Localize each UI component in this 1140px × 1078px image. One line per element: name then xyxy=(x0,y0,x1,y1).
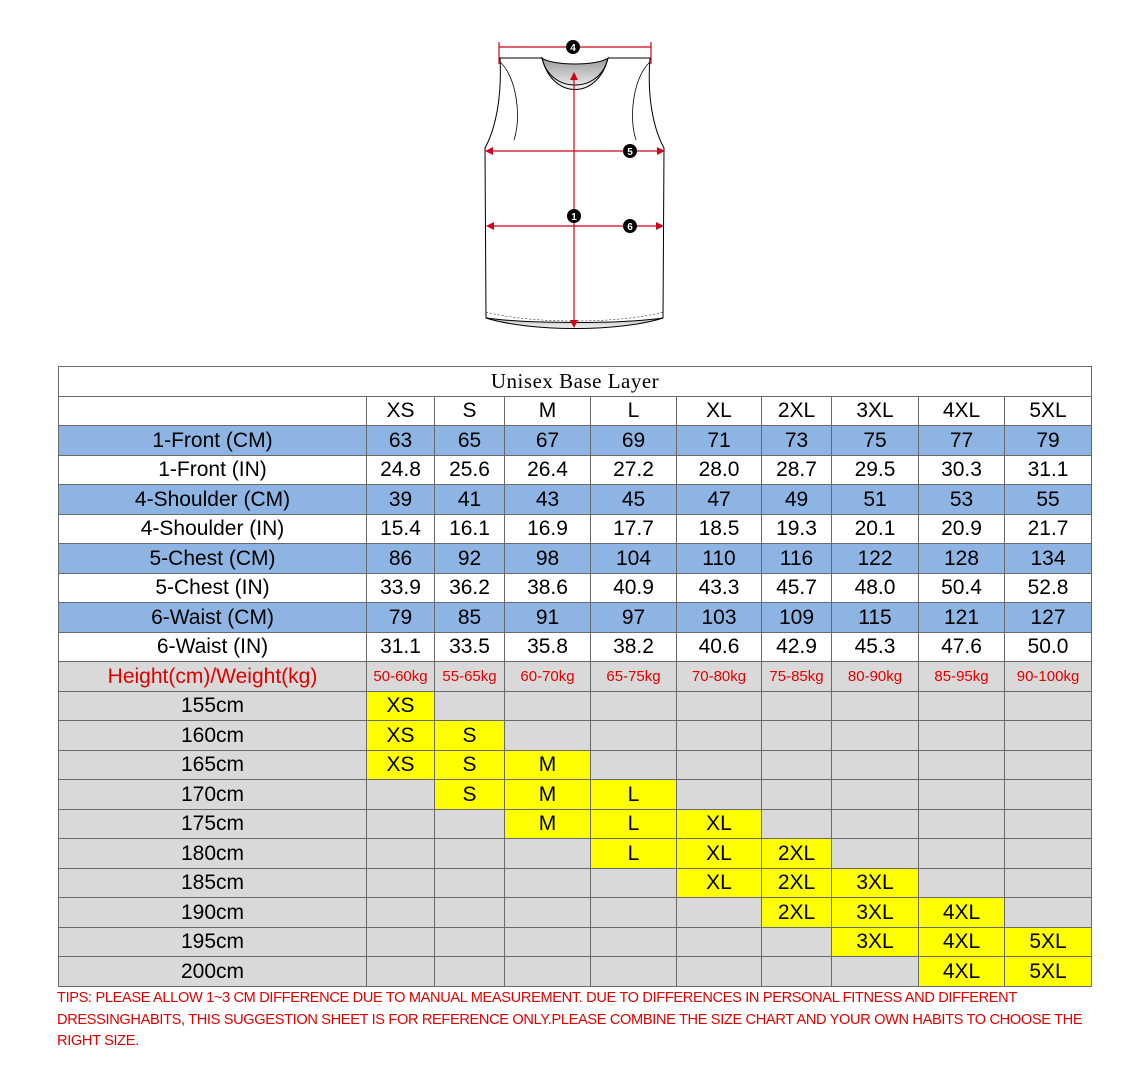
empty-size-cell xyxy=(832,691,919,721)
measurement-value: 69 xyxy=(591,426,677,456)
measurement-value: 25.6 xyxy=(435,455,505,485)
measurement-label: 5-Chest (CM) xyxy=(59,544,367,574)
empty-size-cell xyxy=(1005,721,1092,751)
empty-size-cell xyxy=(505,868,591,898)
measurement-value: 52.8 xyxy=(1005,573,1092,603)
height-row xyxy=(59,691,1092,721)
empty-size-cell xyxy=(677,691,762,721)
weight-range-cell: 90-100kg xyxy=(1005,662,1092,692)
measurement-value: 30.3 xyxy=(919,455,1005,485)
marker-6-label: 6 xyxy=(627,222,633,233)
size-header-cell: 2XL xyxy=(762,396,832,426)
measurement-row xyxy=(59,603,1092,633)
empty-size-cell xyxy=(435,957,505,987)
recommended-size-cell: XS xyxy=(367,691,435,721)
height-row xyxy=(59,780,1092,810)
measurement-value: 35.8 xyxy=(505,632,591,662)
size-header-cell: 3XL xyxy=(832,396,919,426)
empty-size-cell xyxy=(591,898,677,928)
measurement-value: 47.6 xyxy=(919,632,1005,662)
measurement-value: 29.5 xyxy=(832,455,919,485)
empty-size-cell xyxy=(367,927,435,957)
measurement-value: 103 xyxy=(677,603,762,633)
measurement-label: 1-Front (CM) xyxy=(59,426,367,456)
tips-note: TIPS: PLEASE ALLOW 1~3 CM DIFFERENCE DUE TO MANUAL MEASUREMENT. DUE TO DIFFERENCES IN PERSONAL FITNESS AND DIFFERENT DRESSINGHABITS, THIS SUGGESTION SHEET IS FOR REFERENCE ONLY.PLEASE COMBINE THE SIZE CHART AND YOUR OWN HABITS TO CHOOSE THE RIGHT SIZE. xyxy=(57,990,1083,1050)
empty-size-cell xyxy=(367,898,435,928)
measurement-value: 16.9 xyxy=(505,514,591,544)
measurement-value: 115 xyxy=(832,603,919,633)
measurement-value: 41 xyxy=(435,485,505,515)
weight-range-cell: 75-85kg xyxy=(762,662,832,692)
empty-size-cell xyxy=(505,691,591,721)
empty-size-cell xyxy=(762,809,832,839)
measurement-value: 47 xyxy=(677,485,762,515)
size-header-cell: S xyxy=(435,396,505,426)
empty-size-cell xyxy=(677,898,762,928)
weight-range-cell: 50-60kg xyxy=(367,662,435,692)
measurement-value: 109 xyxy=(762,603,832,633)
marker-4 xyxy=(566,40,580,54)
measurement-value: 43.3 xyxy=(677,573,762,603)
measurement-value: 38.2 xyxy=(591,632,677,662)
measurement-label: 4-Shoulder (IN) xyxy=(59,514,367,544)
measurement-row xyxy=(59,426,1092,456)
measurement-value: 104 xyxy=(591,544,677,574)
empty-size-cell xyxy=(677,957,762,987)
empty-size-cell xyxy=(762,780,832,810)
height-row xyxy=(59,750,1092,780)
measurement-value: 48.0 xyxy=(832,573,919,603)
empty-size-cell xyxy=(677,750,762,780)
height-row xyxy=(59,898,1092,928)
measurement-value: 67 xyxy=(505,426,591,456)
measurement-value: 33.5 xyxy=(435,632,505,662)
recommended-size-cell: 2XL xyxy=(762,898,832,928)
height-weight-label: Height(cm)/Weight(kg) xyxy=(59,662,367,692)
empty-size-cell xyxy=(435,809,505,839)
measurement-value: 24.8 xyxy=(367,455,435,485)
measurement-value: 77 xyxy=(919,426,1005,456)
size-header-corner xyxy=(59,396,367,426)
measurement-value: 134 xyxy=(1005,544,1092,574)
empty-size-cell xyxy=(591,750,677,780)
measurement-value: 20.9 xyxy=(919,514,1005,544)
measurement-value: 45.7 xyxy=(762,573,832,603)
empty-size-cell xyxy=(505,839,591,869)
empty-size-cell xyxy=(505,721,591,751)
empty-size-cell xyxy=(832,750,919,780)
measurement-value: 49 xyxy=(762,485,832,515)
size-header-cell: 5XL xyxy=(1005,396,1092,426)
size-header-cell: M xyxy=(505,396,591,426)
measurement-value: 97 xyxy=(591,603,677,633)
recommended-size-cell: 2XL xyxy=(762,868,832,898)
weight-range-cell: 55-65kg xyxy=(435,662,505,692)
measurement-row xyxy=(59,573,1092,603)
table-title: Unisex Base Layer xyxy=(59,367,1092,397)
recommended-size-cell: S xyxy=(435,750,505,780)
measurement-value: 79 xyxy=(1005,426,1092,456)
title-row xyxy=(59,367,1092,397)
measurement-value: 19.3 xyxy=(762,514,832,544)
height-row xyxy=(59,839,1092,869)
measurement-value: 28.0 xyxy=(677,455,762,485)
height-row xyxy=(59,721,1092,751)
empty-size-cell xyxy=(435,927,505,957)
empty-size-cell xyxy=(762,927,832,957)
empty-size-cell xyxy=(677,721,762,751)
recommended-size-cell: L xyxy=(591,809,677,839)
measurement-value: 128 xyxy=(919,544,1005,574)
measurement-value: 63 xyxy=(367,426,435,456)
measurement-row xyxy=(59,485,1092,515)
measurement-value: 40.9 xyxy=(591,573,677,603)
tank-top-diagram xyxy=(470,36,680,336)
empty-size-cell xyxy=(919,868,1005,898)
measurement-value: 16.1 xyxy=(435,514,505,544)
empty-size-cell xyxy=(832,780,919,810)
empty-size-cell xyxy=(919,721,1005,751)
measurement-value: 40.6 xyxy=(677,632,762,662)
measurement-value: 79 xyxy=(367,603,435,633)
measurement-value: 50.0 xyxy=(1005,632,1092,662)
height-label: 185cm xyxy=(59,868,367,898)
height-label: 190cm xyxy=(59,898,367,928)
measurement-value: 15.4 xyxy=(367,514,435,544)
recommended-size-cell: M xyxy=(505,750,591,780)
marker-1 xyxy=(567,209,581,223)
measurement-value: 91 xyxy=(505,603,591,633)
recommended-size-cell: M xyxy=(505,780,591,810)
empty-size-cell xyxy=(435,839,505,869)
weight-range-cell: 60-70kg xyxy=(505,662,591,692)
empty-size-cell xyxy=(832,809,919,839)
recommended-size-cell: L xyxy=(591,780,677,810)
measurement-value: 122 xyxy=(832,544,919,574)
measurement-value: 73 xyxy=(762,426,832,456)
marker-5 xyxy=(623,144,637,158)
measurement-value: 26.4 xyxy=(505,455,591,485)
weight-range-cell: 85-95kg xyxy=(919,662,1005,692)
empty-size-cell xyxy=(677,927,762,957)
empty-size-cell xyxy=(832,839,919,869)
measurement-value: 36.2 xyxy=(435,573,505,603)
height-label: 155cm xyxy=(59,691,367,721)
empty-size-cell xyxy=(505,957,591,987)
recommended-size-cell: XL xyxy=(677,809,762,839)
measurement-label: 5-Chest (IN) xyxy=(59,573,367,603)
empty-size-cell xyxy=(1005,691,1092,721)
empty-size-cell xyxy=(1005,868,1092,898)
recommended-size-cell: 4XL xyxy=(919,898,1005,928)
marker-5-label: 5 xyxy=(627,147,633,158)
empty-size-cell xyxy=(919,691,1005,721)
empty-size-cell xyxy=(367,839,435,869)
measurement-label: 6-Waist (CM) xyxy=(59,603,367,633)
measurement-value: 71 xyxy=(677,426,762,456)
recommended-size-cell: S xyxy=(435,780,505,810)
measurement-value: 33.9 xyxy=(367,573,435,603)
empty-size-cell xyxy=(591,868,677,898)
empty-size-cell xyxy=(762,721,832,751)
empty-size-cell xyxy=(435,691,505,721)
recommended-size-cell: 5XL xyxy=(1005,927,1092,957)
measurement-value: 45.3 xyxy=(832,632,919,662)
height-row xyxy=(59,927,1092,957)
size-header-cell: XL xyxy=(677,396,762,426)
measurement-value: 17.7 xyxy=(591,514,677,544)
height-label: 195cm xyxy=(59,927,367,957)
empty-size-cell xyxy=(762,957,832,987)
empty-size-cell xyxy=(435,898,505,928)
measurement-value: 85 xyxy=(435,603,505,633)
recommended-size-cell: 4XL xyxy=(919,957,1005,987)
measurement-value: 20.1 xyxy=(832,514,919,544)
empty-size-cell xyxy=(677,780,762,810)
recommended-size-cell: XS xyxy=(367,750,435,780)
measurement-value: 21.7 xyxy=(1005,514,1092,544)
measurement-value: 65 xyxy=(435,426,505,456)
weight-range-cell: 70-80kg xyxy=(677,662,762,692)
empty-size-cell xyxy=(591,721,677,751)
measurement-value: 45 xyxy=(591,485,677,515)
empty-size-cell xyxy=(367,868,435,898)
empty-size-cell xyxy=(762,691,832,721)
measurement-value: 92 xyxy=(435,544,505,574)
empty-size-cell xyxy=(367,957,435,987)
measurement-row xyxy=(59,632,1092,662)
empty-size-cell xyxy=(1005,839,1092,869)
empty-size-cell xyxy=(919,839,1005,869)
measurement-value: 75 xyxy=(832,426,919,456)
measurement-row xyxy=(59,544,1092,574)
marker-6 xyxy=(623,219,637,233)
size-chart-table xyxy=(58,366,1092,987)
weight-range-cell: 80-90kg xyxy=(832,662,919,692)
recommended-size-cell: 3XL xyxy=(832,927,919,957)
size-header-cell: XS xyxy=(367,396,435,426)
empty-size-cell xyxy=(505,898,591,928)
empty-size-cell xyxy=(591,957,677,987)
empty-size-cell xyxy=(919,780,1005,810)
recommended-size-cell: 3XL xyxy=(832,868,919,898)
marker-1-label: 1 xyxy=(571,212,577,223)
height-weight-header-row xyxy=(59,662,1092,692)
height-label: 170cm xyxy=(59,780,367,810)
measurement-value: 116 xyxy=(762,544,832,574)
measurement-value: 28.7 xyxy=(762,455,832,485)
measurement-value: 51 xyxy=(832,485,919,515)
recommended-size-cell: XL xyxy=(677,868,762,898)
measurement-value: 31.1 xyxy=(367,632,435,662)
measurement-value: 42.9 xyxy=(762,632,832,662)
measurement-label: 1-Front (IN) xyxy=(59,455,367,485)
empty-size-cell xyxy=(1005,898,1092,928)
size-header-cell: L xyxy=(591,396,677,426)
recommended-size-cell: 2XL xyxy=(762,839,832,869)
measurement-value: 50.4 xyxy=(919,573,1005,603)
measurement-value: 55 xyxy=(1005,485,1092,515)
height-label: 180cm xyxy=(59,839,367,869)
size-header-cell: 4XL xyxy=(919,396,1005,426)
measurement-value: 31.1 xyxy=(1005,455,1092,485)
recommended-size-cell: 3XL xyxy=(832,898,919,928)
empty-size-cell xyxy=(1005,750,1092,780)
empty-size-cell xyxy=(505,927,591,957)
measurement-label: 6-Waist (IN) xyxy=(59,632,367,662)
recommended-size-cell: S xyxy=(435,721,505,751)
height-label: 165cm xyxy=(59,750,367,780)
empty-size-cell xyxy=(832,957,919,987)
measurement-value: 98 xyxy=(505,544,591,574)
recommended-size-cell: M xyxy=(505,809,591,839)
measurement-label: 4-Shoulder (CM) xyxy=(59,485,367,515)
empty-size-cell xyxy=(1005,780,1092,810)
marker-4-label: 4 xyxy=(570,43,576,54)
empty-size-cell xyxy=(832,721,919,751)
height-label: 200cm xyxy=(59,957,367,987)
measurement-value: 38.6 xyxy=(505,573,591,603)
empty-size-cell xyxy=(591,691,677,721)
recommended-size-cell: L xyxy=(591,839,677,869)
height-row xyxy=(59,868,1092,898)
empty-size-cell xyxy=(367,809,435,839)
empty-size-cell xyxy=(367,780,435,810)
recommended-size-cell: XL xyxy=(677,839,762,869)
measurement-value: 127 xyxy=(1005,603,1092,633)
size-header-row xyxy=(59,396,1092,426)
height-label: 160cm xyxy=(59,721,367,751)
measurement-value: 110 xyxy=(677,544,762,574)
recommended-size-cell: 5XL xyxy=(1005,957,1092,987)
empty-size-cell xyxy=(762,750,832,780)
measurement-value: 86 xyxy=(367,544,435,574)
height-row xyxy=(59,809,1092,839)
weight-range-cell: 65-75kg xyxy=(591,662,677,692)
empty-size-cell xyxy=(919,809,1005,839)
empty-size-cell xyxy=(435,868,505,898)
height-label: 175cm xyxy=(59,809,367,839)
measurement-value: 39 xyxy=(367,485,435,515)
height-row xyxy=(59,957,1092,987)
measurement-value: 43 xyxy=(505,485,591,515)
measurement-row xyxy=(59,514,1092,544)
empty-size-cell xyxy=(919,750,1005,780)
measurement-value: 18.5 xyxy=(677,514,762,544)
empty-size-cell xyxy=(1005,809,1092,839)
recommended-size-cell: 4XL xyxy=(919,927,1005,957)
measurement-value: 53 xyxy=(919,485,1005,515)
measurement-value: 121 xyxy=(919,603,1005,633)
measurement-row xyxy=(59,455,1092,485)
recommended-size-cell: XS xyxy=(367,721,435,751)
empty-size-cell xyxy=(591,927,677,957)
measurement-value: 27.2 xyxy=(591,455,677,485)
